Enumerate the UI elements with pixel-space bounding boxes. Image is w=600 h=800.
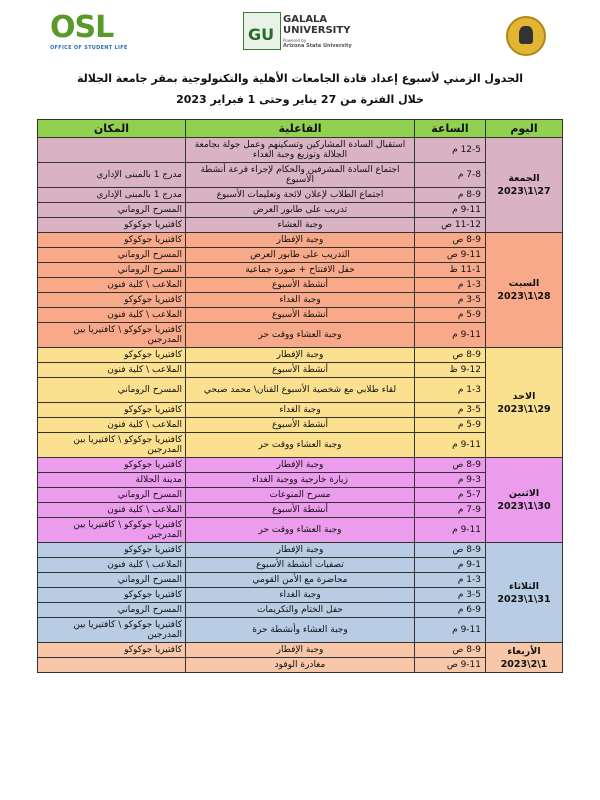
day-date: 2023\1\27 [497, 186, 551, 197]
time-cell: 3-5 م [415, 293, 486, 308]
table-row [38, 163, 563, 188]
header-activity: الفاعلية [186, 120, 415, 138]
time-cell: 5-9 م [415, 418, 486, 433]
page-subtitle: خلال الفترة من 27 يناير وحتى 1 فبراير 2023 [176, 93, 424, 106]
day-cell [486, 233, 563, 348]
day-name: الاثنين [508, 488, 540, 499]
activity-cell: حفل الختام والتكريمات [186, 603, 415, 618]
location-cell: المسرح الروماني [38, 248, 186, 263]
time-cell: 7-9 م [415, 503, 486, 518]
activity-cell: استقبال السادة المشاركين وتسكينهم وعمل جولة بجامعة الجلالة وتوزيع وجبة الغداء [186, 138, 415, 163]
activity-cell: وجبة الإفطار [186, 543, 415, 558]
table-row [38, 308, 563, 323]
day-date: 2023\2\1 [500, 658, 548, 670]
osl-logo-subtitle: OFFICE OF STUDENT LIFE [50, 45, 128, 51]
day-date: 2023\1\31 [497, 593, 551, 605]
galala-logo-text [283, 14, 352, 49]
table-row [38, 643, 563, 658]
time-cell: 5-7 م [415, 488, 486, 503]
schedule-body [38, 138, 563, 673]
table-row [38, 248, 563, 263]
galala-university-logo [243, 12, 363, 56]
time-cell: 9-11 م [415, 618, 486, 643]
day-name: الجمعة [508, 173, 540, 184]
table-row [38, 518, 563, 543]
table-row [38, 488, 563, 503]
time-cell: 8-9 ص [415, 348, 486, 363]
time-cell: 1-3 م [415, 378, 486, 403]
location-cell: كافتيريا جوكوكو \ كافتيريا بين المدرجين [38, 518, 186, 543]
day-date: 2023\1\30 [497, 501, 551, 512]
day-date: 2023\1\28 [497, 291, 551, 302]
activity-cell: وجبة الإفطار [186, 458, 415, 473]
table-row [38, 588, 563, 603]
time-cell: 9-11 ص [415, 248, 486, 263]
location-cell: المسرح الروماني [38, 203, 186, 218]
location-cell: كافتيريا جوكوكو [38, 458, 186, 473]
table-row [38, 323, 563, 348]
location-cell: كافتيريا جوكوكو [38, 643, 186, 658]
activity-cell: تصفيات أنشطة الأسبوع [186, 558, 415, 573]
location-cell: كافتيريا جوكوكو \ كافتيريا بين المدرجين [38, 323, 186, 348]
day-name: الثلاثاء [509, 580, 539, 592]
time-cell: 1-3 م [415, 573, 486, 588]
day-cell [486, 138, 563, 233]
table-row [38, 233, 563, 248]
location-cell: كافتيريا جوكوكو [38, 233, 186, 248]
time-cell: 8-9 ص [415, 458, 486, 473]
activity-cell: مسرح المنوعات [186, 488, 415, 503]
galala-line1: GALALA [283, 14, 328, 25]
day-name: السبت [508, 278, 540, 289]
activity-cell: وجبة الغداء [186, 293, 415, 308]
location-cell [38, 138, 186, 163]
osl-logo-word: OSL [50, 10, 114, 45]
location-cell [38, 658, 186, 673]
activity-cell: محاضرة مع الأمن القومي [186, 573, 415, 588]
time-cell: 9-3 م [415, 473, 486, 488]
table-row [38, 348, 563, 363]
activity-cell: أنشطة الأسبوع [186, 278, 415, 293]
activity-cell: وجبة الغداء [186, 588, 415, 603]
table-row [38, 543, 563, 558]
table-row [38, 618, 563, 643]
activity-cell: اجتماع الطلاب لإعلان لائحة وتعليمات الأسبوع [186, 188, 415, 203]
time-cell: 9-11 م [415, 518, 486, 543]
schedule-table [37, 119, 563, 673]
location-cell: الملاعب \ كلية فنون [38, 278, 186, 293]
location-cell: المسرح الروماني [38, 488, 186, 503]
osl-logo [50, 12, 142, 56]
time-cell: 11-12 ص [415, 218, 486, 233]
location-cell: كافتيريا جوكوكو [38, 348, 186, 363]
location-cell: كافتيريا جوكوكو \ كافتيريا بين المدرجين [38, 618, 186, 643]
activity-cell: حفل الافتتاح + صورة جماعية [186, 263, 415, 278]
table-row [38, 458, 563, 473]
activity-cell: وجبة الغداء [186, 403, 415, 418]
header-time: الساعة [415, 120, 486, 138]
location-cell: كافتيريا جوكوكو \ كافتيريا بين المدرجين [38, 433, 186, 458]
header-day: اليوم [486, 120, 563, 138]
table-row [38, 138, 563, 163]
time-cell: 11-1 ظ [415, 263, 486, 278]
gu-mark-text: GU [248, 25, 275, 44]
time-cell: 9-11 م [415, 203, 486, 218]
activity-cell: مغادرة الوفود [186, 658, 415, 673]
location-cell: كافتيريا جوكوكو [38, 543, 186, 558]
time-cell: 9-12 ظ [415, 363, 486, 378]
location-cell: الملاعب \ كلية فنون [38, 308, 186, 323]
day-date: 2023\1\29 [497, 403, 551, 415]
time-cell: 3-5 م [415, 588, 486, 603]
activity-cell: وجبة الإفطار [186, 643, 415, 658]
activity-cell: أنشطة الأسبوع [186, 363, 415, 378]
time-cell: 8-9 م [415, 188, 486, 203]
table-row [38, 603, 563, 618]
activity-cell: وجبة العشاء ووقت حر [186, 518, 415, 543]
time-cell: 8-9 ص [415, 643, 486, 658]
table-row [38, 403, 563, 418]
time-cell: 1-3 م [415, 278, 486, 293]
table-row [38, 203, 563, 218]
table-row [38, 418, 563, 433]
galala-asu: Arizona State University [283, 43, 352, 49]
activity-cell: وجبة العشاء [186, 218, 415, 233]
table-row [38, 278, 563, 293]
day-name: الاحد [512, 390, 536, 402]
location-cell: الملاعب \ كلية فنون [38, 363, 186, 378]
gu-mark-icon [243, 12, 281, 50]
table-row [38, 473, 563, 488]
location-cell: مدينة الجلالة [38, 473, 186, 488]
activity-cell: وجبة العشاء وأنشطة حرة [186, 618, 415, 643]
table-row [38, 658, 563, 673]
galala-powered: Powered by [283, 38, 307, 43]
activity-cell: وجبة الإفطار [186, 348, 415, 363]
activity-cell: أنشطة الأسبوع [186, 418, 415, 433]
location-cell: المسرح الروماني [38, 603, 186, 618]
time-cell: 8-9 ص [415, 543, 486, 558]
table-row [38, 188, 563, 203]
location-cell: الملاعب \ كلية فنون [38, 418, 186, 433]
location-cell: كافتيريا جوكوكو [38, 218, 186, 233]
table-row [38, 573, 563, 588]
table-row [38, 503, 563, 518]
day-cell [486, 348, 563, 458]
table-row [38, 558, 563, 573]
activity-cell: اجتماع السادة المشرفين والحكام لإجراء قرعة أنشطة الأسبوع [186, 163, 415, 188]
location-cell: المسرح الروماني [38, 573, 186, 588]
table-row [38, 293, 563, 308]
time-cell: 9-11 م [415, 433, 486, 458]
table-row [38, 433, 563, 458]
activity-cell: وجبة العشاء ووقت حر [186, 323, 415, 348]
time-cell: 5-9 م [415, 308, 486, 323]
table-row [38, 363, 563, 378]
header-logos [0, 8, 600, 60]
day-name: الأربعاء [507, 645, 541, 657]
location-cell: الملاعب \ كلية فنون [38, 558, 186, 573]
activity-cell: زيارة خارجية ووجبة الغداء [186, 473, 415, 488]
page-title: الجدول الزمني لأسبوع إعداد قادة الجامعات الأهلية والتكنولوجية بمقر جامعة الجلالة [77, 72, 523, 85]
location-cell: كافتيريا جوكوكو [38, 588, 186, 603]
location-cell: المسرح الروماني [38, 263, 186, 278]
day-cell [486, 543, 563, 643]
galala-line2: UNIVERSITY [283, 25, 351, 36]
location-cell: الملاعب \ كلية فنون [38, 503, 186, 518]
location-cell: مدرج 1 بالمبنى الإداري [38, 188, 186, 203]
header-location: المكان [38, 120, 186, 138]
location-cell: كافتيريا جوكوكو [38, 403, 186, 418]
time-cell: 8-9 ص [415, 233, 486, 248]
day-cell [486, 458, 563, 543]
time-cell: 9-11 ص [415, 658, 486, 673]
activity-cell: تدريب على طابور العرض [186, 203, 415, 218]
time-cell: 6-9 م [415, 603, 486, 618]
location-cell: المسرح الروماني [38, 378, 186, 403]
activity-cell: أنشطة الأسبوع [186, 503, 415, 518]
time-cell: 12-5 م [415, 138, 486, 163]
university-seal-icon [506, 16, 546, 56]
activity-cell: لقاء طلابي مع شخصية الأسبوع الفنان\ محمد صبحي [186, 378, 415, 403]
time-cell: 9-11 م [415, 323, 486, 348]
activity-cell: وجبة الإفطار [186, 233, 415, 248]
time-cell: 9-1 م [415, 558, 486, 573]
activity-cell: وجبة العشاء ووقت حر [186, 433, 415, 458]
activity-cell: التدريب على طابور العرض [186, 248, 415, 263]
table-row [38, 263, 563, 278]
location-cell: كافتيريا جوكوكو [38, 293, 186, 308]
activity-cell: أنشطة الأسبوع [186, 308, 415, 323]
time-cell: 3-5 م [415, 403, 486, 418]
table-row [38, 378, 563, 403]
location-cell: مدرج 1 بالمبنى الإداري [38, 163, 186, 188]
table-row [38, 218, 563, 233]
day-cell [486, 643, 563, 673]
table-header-row [38, 120, 563, 138]
time-cell: 7-8 م [415, 163, 486, 188]
